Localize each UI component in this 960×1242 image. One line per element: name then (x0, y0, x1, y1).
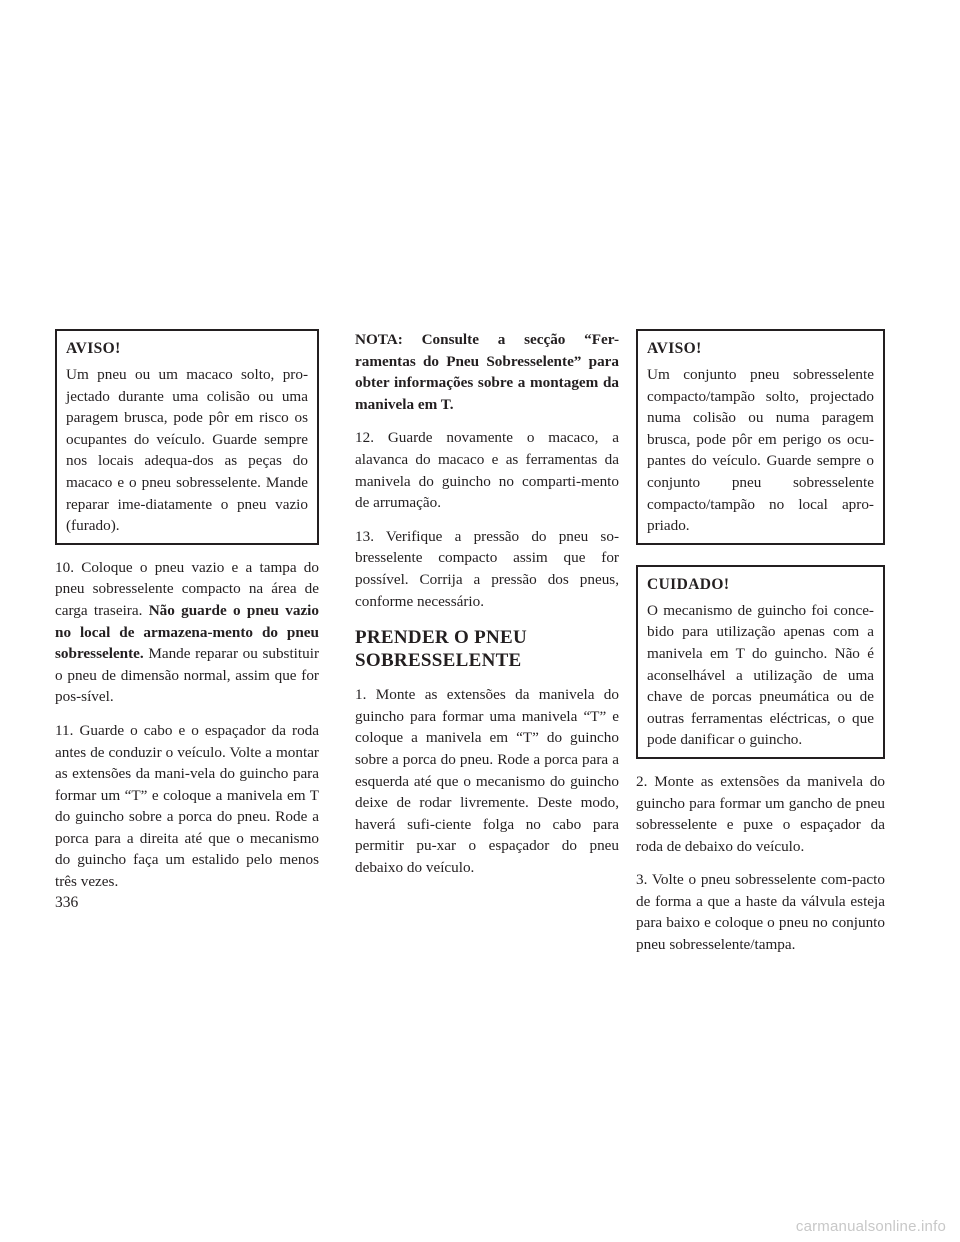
step-3: 3. Volte o pneu sobresselente com-pacto de forma a que a haste da válvula esteja para baixo e coloque o pneu no conjunto pneu sobresselente/tampa. (636, 871, 885, 954)
step-10-bold: Não guarde o pneu vazio no local de armazena-mento do pneu sobresselente. (55, 601, 319, 663)
step-10-text-after: Mande reparar ou substituir o pneu de dimensão normal, assim que for pos-sível. (55, 645, 319, 706)
column-middle (355, 329, 619, 890)
note: NOTA: Consulte a secção “Fer-ramentas do Pneu Sobresselente” para obter informações sobre a montagem da manivela em T. (355, 331, 619, 413)
warning-box (55, 329, 319, 545)
watermark: carmanualsonline.info (795, 1218, 946, 1235)
step-11: 11. Guarde o cabo e o espaçador da roda antes de conduzir o veículo. Volte a montar as extensões da mani-vela do guincho para formar um “T” e coloque a manivela em T do guincho sobre a porca do pneu. Rode a porca para a direita até que o mecanismo do guincho faça um estalido pelo menos três vezes. (55, 721, 319, 891)
section-heading: PRENDER O PNEU SOBRESSELENTE (355, 627, 528, 672)
step-1: 1. Monte as extensões da manivela do guincho para formar uma manivela “T” e coloque a manivela em “T” do guincho sobre a porca do pneu. Rode a porca para a esquerda até que o mecanismo do guincho deixe de rodar livremente. Deste modo, haverá sufi-ciente folga no cabo para permitir pu-xar o espaçador do pneu debaixo do veículo. (355, 686, 619, 876)
caution-text: O mecanismo de guincho foi conce-bido para utilização apenas com a manivela em T do guincho. Não é aconselhável a utilização de uma chave de porcas pneumática ou de outras ferramentas eléctricas, o que pode danificar o guincho. (647, 601, 874, 749)
column-left (55, 329, 319, 905)
step-12: 12. Guarde novamente o macaco, a alavanca do macaco e as ferramentas da manivela do guincho no comparti-mento de arrumação. (355, 429, 619, 512)
step-13: 13. Verifique a pressão do pneu so-bresselente compacto assim que for possível. Corrija a pressão dos pneus, conforme necessário. (355, 527, 619, 610)
caution-title: CUIDADO! (647, 575, 730, 593)
step-10-text: 10. Coloque o pneu vazio e a tampa do pneu sobresselente compacto na área de carga traseira. (55, 558, 319, 619)
step-2: 2. Monte as extensões da manivela do guincho para formar um gancho de pneu sobresselente e puxe o espaçador da roda de debaixo do veículo. (636, 772, 885, 855)
step-10 (55, 557, 319, 708)
warning-box-2 (636, 329, 885, 545)
caution-box (636, 565, 885, 759)
warning-title-2: AVISO! (647, 340, 702, 357)
page-number: 336 (55, 894, 79, 911)
warning-text: Um pneu ou um macaco solto, pro-jectado durante uma colisão ou uma paragem brusca, pode pôr em risco os ocupantes do veículo. Guarde sempre nos locais adequa-dos as peças do macaco e o pneu sobresselente. Mande reparar ime-diatamente o pneu vazio (furado). (66, 366, 308, 535)
column-right (636, 329, 885, 968)
warning-text-2: Um conjunto pneu sobresselente compacto/tampão solto, projectado numa colisão ou numa paragem brusca, pode pôr em perigo os ocu-pantes do veículo. Guarde sempre o conjunto pneu sobresselente compacto/tampão no local apro-priado. (647, 366, 874, 535)
warning-title: AVISO! (66, 340, 121, 357)
